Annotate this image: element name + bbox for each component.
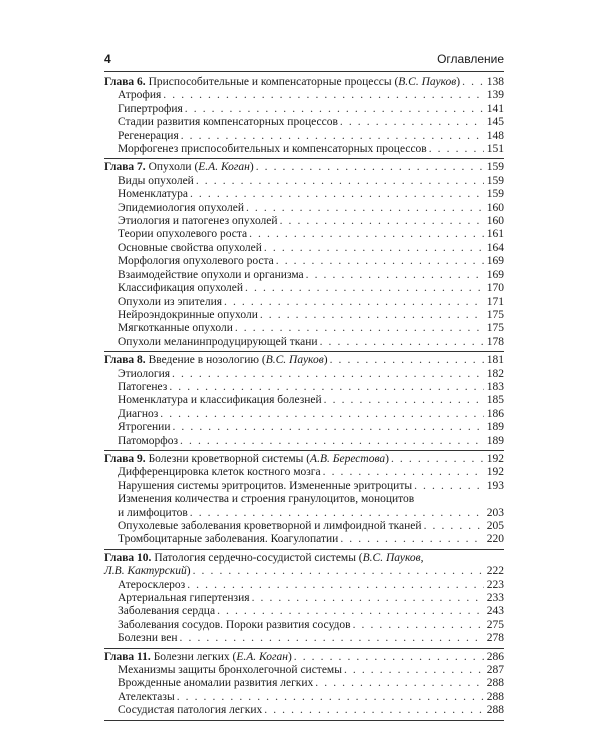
page-number: 4 <box>104 52 111 66</box>
toc-entry-text-cont: и лимфоцитов <box>118 506 188 519</box>
leader-dots <box>177 691 484 704</box>
toc-entry-text: Тромбоцитарные заболевания. Коагулопатии <box>118 533 339 546</box>
leader-dots <box>185 103 484 116</box>
toc-entry <box>104 381 504 394</box>
toc-entry-text: Атрофия <box>118 89 162 102</box>
toc-entry-text: Нарушения системы эритроцитов. Измененные эритроциты <box>118 479 413 492</box>
toc-entry-page: 203 <box>486 506 504 519</box>
chapter-title <box>104 161 254 174</box>
leader-dots <box>315 677 484 690</box>
toc-entry-text: Теории опухолевого роста <box>118 228 248 241</box>
toc-entry-page: 193 <box>486 479 504 492</box>
toc-entry-text: Эпидемиология опухолей <box>118 201 244 214</box>
toc-entry-page: 171 <box>486 295 504 308</box>
chapter-title <box>104 651 292 664</box>
chapter-title-text: Болезни кроветворной системы ( <box>148 452 311 465</box>
toc-entry <box>104 175 504 188</box>
chapter-label: Глава 10. <box>104 551 152 564</box>
leader-dots <box>391 453 484 466</box>
toc-entry <box>104 435 504 448</box>
chapter-label: Глава 11. <box>104 650 151 663</box>
toc-entry-page: 189 <box>486 434 504 447</box>
toc-entry-text: Номенклатура <box>118 188 188 201</box>
toc-entry-page: 175 <box>486 322 504 335</box>
chapter-title-close: ) <box>323 354 328 367</box>
toc-entry <box>104 188 504 201</box>
toc-entry-page: 170 <box>486 282 504 295</box>
toc-entry <box>104 421 504 434</box>
leader-dots <box>180 632 484 645</box>
chapter-page: 181 <box>486 354 504 367</box>
chapter-label: Глава 7. <box>104 161 146 174</box>
leader-dots <box>264 704 484 717</box>
chapter-page: 192 <box>486 452 504 465</box>
leader-dots <box>340 116 484 129</box>
toc-entry-page: 159 <box>486 188 504 201</box>
leader-dots <box>245 282 484 295</box>
chapter-title-line <box>104 354 504 367</box>
leader-dots <box>249 228 484 241</box>
leader-dots <box>172 421 484 434</box>
chapter-author: В.С. Пауков <box>265 354 324 367</box>
toc-entry <box>104 89 504 102</box>
chapter-title-line <box>104 161 504 174</box>
leader-dots <box>256 161 484 174</box>
chapter-title <box>104 552 424 565</box>
toc-entry-page: 220 <box>486 533 504 546</box>
toc-entry-text: Гипертрофия <box>118 102 183 115</box>
toc-entry-text: Механизмы защиты бронхолегочной системы <box>118 664 342 677</box>
toc-entry-text: Дифференцировка клеток костного мозга <box>118 466 321 479</box>
toc-entry-page: 223 <box>486 578 504 591</box>
chapter-page: 159 <box>486 161 504 174</box>
table-of-contents <box>104 76 504 723</box>
toc-entry-page: 205 <box>486 520 504 532</box>
toc-entry-text: Номенклатура и классификация болезней <box>118 394 322 407</box>
leader-dots <box>353 619 484 632</box>
toc-entry <box>104 592 504 605</box>
chapter-title-line <box>104 565 504 578</box>
toc-entry <box>104 336 504 349</box>
toc-entry-page: 185 <box>486 394 504 407</box>
chapter-title-line <box>104 552 504 565</box>
toc-entry <box>104 242 504 255</box>
leader-dots <box>181 130 484 143</box>
toc-entry-text: Взаимодействие опухоли и организма <box>118 268 304 281</box>
toc-entry <box>104 309 504 322</box>
toc-entry <box>104 632 504 645</box>
toc-entry-page: 178 <box>486 335 504 348</box>
toc-entry <box>104 282 504 295</box>
chapter-author: Л.В. Кактурский <box>104 565 187 578</box>
chapter-author: В.С. Пауков, <box>362 551 424 564</box>
toc-entry-page: 169 <box>486 268 504 281</box>
chapter-author: Е.А. Коган <box>198 161 250 174</box>
toc-entry <box>104 143 504 156</box>
toc-entry-page: 141 <box>486 102 504 115</box>
toc-entry-text: Стадии развития компенсаторных процессов <box>118 116 338 129</box>
leader-dots <box>320 336 484 349</box>
leader-dots <box>252 592 484 605</box>
toc-entry <box>104 408 504 421</box>
toc-entry <box>104 704 504 717</box>
toc-entry-page: 164 <box>486 241 504 254</box>
toc-entry-text: Опухоли меланинпродуцирующей ткани <box>118 335 318 348</box>
toc-entry-text: Артериальная гипертензия <box>118 592 250 605</box>
chapter-section <box>104 552 504 649</box>
toc-entry <box>104 664 504 677</box>
toc-entry <box>104 322 504 335</box>
toc-entry-page: 186 <box>486 407 504 420</box>
toc-entry-page: 160 <box>486 215 504 228</box>
toc-entry-page: 183 <box>486 380 504 393</box>
toc-entry-text: Заболевания сердца <box>118 605 216 618</box>
toc-entry-text: Этиология и патогенез опухолей <box>118 215 278 228</box>
toc-entry <box>104 103 504 116</box>
leader-dots <box>276 255 484 268</box>
chapter-label: Глава 9. <box>104 452 146 465</box>
chapter-label: Глава 8. <box>104 354 146 367</box>
leader-dots <box>429 143 484 156</box>
toc-entry-text: Морфология опухолевого роста <box>118 255 274 268</box>
leader-dots <box>160 408 484 421</box>
chapter-title-close: ) <box>385 452 389 465</box>
chapter-title-text: Введение в нозологию ( <box>148 354 266 367</box>
toc-entry-page: 151 <box>486 143 504 156</box>
header-rule <box>104 71 504 72</box>
running-title: Оглавление <box>437 52 504 66</box>
chapter-author: А.В. Берестова <box>310 452 386 465</box>
chapter-title-close: ) <box>249 161 254 174</box>
toc-entry <box>104 202 504 215</box>
leader-dots <box>323 466 484 479</box>
toc-entry <box>104 228 504 241</box>
leader-dots <box>187 579 484 592</box>
toc-entry-page: 182 <box>486 367 504 380</box>
toc-entry-page: 161 <box>486 228 504 241</box>
chapter-page: 286 <box>486 650 504 663</box>
toc-entry-text: Врожденные аномалии развития легких <box>118 677 314 690</box>
leader-dots <box>196 175 484 188</box>
toc-entry <box>104 691 504 704</box>
toc-entry-text: Морфогенез приспособительных и компенсаторных процессов <box>118 143 427 156</box>
leader-dots <box>462 76 484 89</box>
toc-entry-page: 139 <box>486 89 504 102</box>
leader-dots <box>330 354 484 367</box>
toc-entry-page: 148 <box>486 129 504 142</box>
toc-entry <box>104 296 504 309</box>
toc-entry-page: 287 <box>486 664 504 677</box>
toc-entry-text: Нейроэндокринные опухоли <box>118 308 258 321</box>
chapter-section <box>104 354 504 451</box>
toc-entry <box>104 579 504 592</box>
leader-dots <box>235 322 484 335</box>
chapter-title-line <box>104 453 504 466</box>
toc-entry <box>104 394 504 407</box>
chapter-title-text: Опухоли ( <box>148 161 199 174</box>
toc-entry-text: Этиология <box>118 367 171 380</box>
chapter-section <box>104 76 504 159</box>
toc-entry <box>104 619 504 632</box>
toc-entry-page: 160 <box>486 201 504 214</box>
toc-entry-page: 288 <box>486 690 504 703</box>
toc-entry-page: 275 <box>486 618 504 631</box>
leader-dots <box>190 188 484 201</box>
toc-entry-text: Патоморфоз <box>118 434 179 447</box>
leader-dots <box>260 309 484 322</box>
chapter-title-close: ) <box>456 76 461 88</box>
toc-entry-page: 233 <box>486 592 504 605</box>
toc-entry-page: 192 <box>486 466 504 479</box>
leader-dots <box>344 664 484 677</box>
chapter-title-text: Приспособительные и компенсаторные процессы ( <box>148 76 399 88</box>
chapter-page: 138 <box>486 76 504 88</box>
chapter-author: В.С. Пауков <box>398 76 457 88</box>
toc-entry-text: Болезни вен <box>118 632 178 645</box>
leader-dots <box>246 202 484 215</box>
leader-dots <box>172 368 484 381</box>
chapter-section <box>104 161 504 352</box>
chapter-author: Е.А. Коган <box>236 650 288 663</box>
leader-dots <box>294 651 484 664</box>
chapter-title-cont <box>104 565 191 578</box>
toc-entry <box>104 533 504 546</box>
toc-entry <box>104 493 504 506</box>
leader-dots <box>424 520 484 533</box>
toc-entry-page: 278 <box>486 632 504 645</box>
toc-entry-page: 159 <box>486 174 504 187</box>
toc-entry-text: Ятрогении <box>118 421 171 434</box>
toc-entry-page: 288 <box>486 677 504 690</box>
toc-entry-text: Сосудистая патология легких <box>118 704 263 717</box>
toc-entry <box>104 255 504 268</box>
leader-dots <box>264 242 484 255</box>
toc-entry-text: Диагноз <box>118 407 159 420</box>
toc-entry-text: Патогенез <box>118 380 168 393</box>
toc-entry <box>104 507 504 520</box>
toc-entry <box>104 605 504 618</box>
leader-dots <box>163 89 484 102</box>
chapter-title <box>104 453 389 466</box>
toc-entry-page: 288 <box>486 704 504 717</box>
toc-entry-page: 175 <box>486 308 504 321</box>
toc-entry-page: 189 <box>486 421 504 434</box>
chapter-section <box>104 453 504 550</box>
toc-entry <box>104 130 504 143</box>
leader-dots <box>306 269 484 282</box>
toc-entry-text: Ателектазы <box>118 690 175 703</box>
leader-dots <box>193 565 484 578</box>
toc-entry <box>104 677 504 690</box>
chapter-title-text: Болезни легких ( <box>153 650 237 663</box>
chapter-label: Глава 6. <box>104 76 146 88</box>
chapter-title-line <box>104 651 504 664</box>
chapter-title-close: ) <box>186 565 191 578</box>
toc-entry-text: Опухоли из эпителия <box>118 295 223 308</box>
toc-entry-text: Атеросклероз <box>118 578 186 591</box>
toc-entry <box>104 116 504 129</box>
toc-entry-text: Заболевания сосудов. Пороки развития сосудов <box>118 618 351 631</box>
chapter-title <box>104 354 328 367</box>
leader-dots <box>280 215 484 228</box>
leader-dots <box>324 394 484 407</box>
toc-entry-text: Основные свойства опухолей <box>118 241 262 254</box>
chapter-section <box>104 651 504 721</box>
leader-dots <box>224 296 484 309</box>
toc-entry-page: 169 <box>486 255 504 268</box>
toc-entry <box>104 269 504 282</box>
toc-entry-page: 243 <box>486 605 504 618</box>
leader-dots <box>414 480 484 493</box>
toc-entry-text: Изменения количества и строения гранулоцитов, моноцитов <box>118 493 415 506</box>
chapter-title-close: ) <box>287 650 292 663</box>
leader-dots <box>169 381 484 394</box>
toc-entry-text: Мягкотканные опухоли <box>118 322 233 335</box>
toc-entry <box>104 480 504 493</box>
leader-dots <box>180 435 484 448</box>
chapter-title <box>104 76 460 89</box>
chapter-title-line <box>104 76 504 89</box>
page-header <box>104 52 504 70</box>
chapter-title-text: Патология сердечно-сосудистой системы ( <box>154 551 363 564</box>
toc-entry <box>104 215 504 228</box>
toc-entry <box>104 520 504 533</box>
toc-entry <box>104 466 504 479</box>
toc-entry-text: Классификация опухолей <box>118 282 244 295</box>
toc-entry-text: Регенерация <box>118 129 179 142</box>
toc-entry <box>104 368 504 381</box>
toc-entry-text: Виды опухолей <box>118 174 194 187</box>
chapter-page: 222 <box>486 565 504 578</box>
toc-entry-page: 145 <box>486 116 504 129</box>
toc-entry-text: Опухолевые заболевания кроветворной и лимфоидной тканей <box>118 520 422 532</box>
leader-dots <box>340 533 484 546</box>
leader-dots <box>217 605 484 618</box>
leader-dots <box>190 507 484 520</box>
